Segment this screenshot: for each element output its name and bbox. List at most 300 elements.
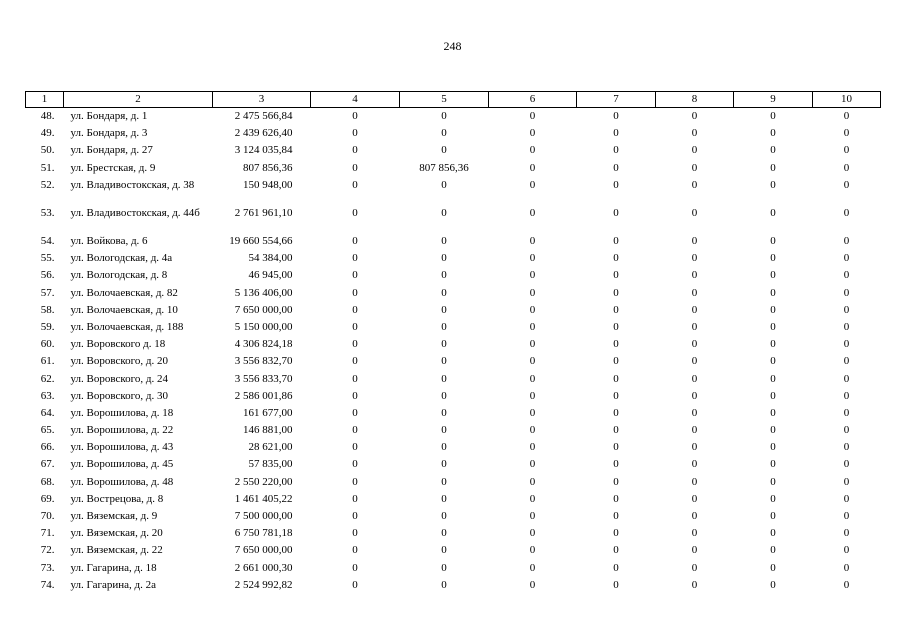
table-row	[26, 160, 881, 177]
value-cell-8: 0	[691, 269, 698, 282]
column-header: 9	[734, 92, 813, 108]
value-cell-6: 0	[529, 127, 536, 140]
value-cell-4: 0	[352, 355, 358, 368]
value-cell-9: 0	[770, 527, 776, 540]
value-cell-6: 0	[529, 424, 536, 437]
value-cell-4: 0	[352, 561, 358, 574]
value-cell-5: 0	[441, 286, 447, 299]
table-row	[26, 250, 881, 267]
value-cell-8: 0	[691, 544, 698, 557]
header-row	[26, 92, 881, 108]
row-number: 66.	[40, 441, 55, 454]
value-cell-4: 0	[352, 578, 358, 591]
value-cell-6: 0	[529, 492, 536, 505]
value-cell-6: 0	[529, 561, 536, 574]
address-cell: ул. Волочаевская, д. 188	[70, 320, 184, 333]
table-row	[26, 233, 881, 250]
value-cell-9: 0	[770, 406, 776, 419]
value-cell-5: 0	[441, 127, 447, 140]
value-cell-6: 0	[529, 161, 536, 174]
value-cell-10: 0	[843, 235, 850, 248]
value-cell-4: 0	[352, 161, 358, 174]
value-cell-7: 0	[613, 458, 619, 471]
value-cell-7: 0	[613, 389, 619, 402]
table-row	[26, 560, 881, 577]
value-cell-10: 0	[843, 161, 850, 174]
value-cell-7: 0	[613, 561, 619, 574]
value-cell-10: 0	[843, 424, 850, 437]
value-cell-9: 0	[770, 458, 776, 471]
value-cell-10: 0	[843, 544, 850, 557]
value-cell-6: 0	[529, 441, 536, 454]
amount-cell: 7 500 000,00	[234, 510, 293, 523]
value-cell-8: 0	[691, 406, 698, 419]
address-cell: ул. Вологодская, д. 4а	[70, 252, 173, 265]
value-cell-7: 0	[613, 475, 619, 488]
value-cell-5: 0	[441, 355, 447, 368]
column-header: 5	[400, 92, 489, 108]
value-cell-8: 0	[691, 206, 698, 219]
value-cell-4: 0	[352, 389, 358, 402]
value-cell-10: 0	[843, 110, 850, 123]
row-number: 69.	[40, 492, 55, 505]
amount-cell: 5 150 000,00	[234, 320, 293, 333]
value-cell-7: 0	[613, 544, 619, 557]
value-cell-10: 0	[843, 527, 850, 540]
row-number: 48.	[40, 110, 55, 123]
value-cell-8: 0	[691, 441, 698, 454]
value-cell-6: 0	[529, 144, 536, 157]
value-cell-5: 0	[441, 492, 447, 505]
amount-cell: 54 384,00	[248, 252, 293, 265]
row-number: 58.	[40, 303, 55, 316]
row-number: 50.	[40, 144, 55, 157]
value-cell-6: 0	[529, 578, 536, 591]
table-row	[26, 439, 881, 456]
page-number: 248	[443, 39, 462, 53]
value-cell-6: 0	[529, 406, 536, 419]
value-cell-5: 0	[441, 372, 447, 385]
value-cell-10: 0	[843, 372, 850, 385]
row-number: 59.	[40, 320, 55, 333]
table-row	[26, 388, 881, 405]
address-cell: ул. Владивостокская, д. 38	[70, 178, 195, 191]
table-row	[26, 336, 881, 353]
amount-cell: 57 835,00	[248, 458, 293, 471]
value-cell-6: 0	[529, 320, 536, 333]
value-cell-5: 0	[441, 458, 447, 471]
value-cell-4: 0	[352, 372, 358, 385]
value-cell-6: 0	[529, 544, 536, 557]
table-row	[26, 370, 881, 387]
value-cell-9: 0	[770, 338, 776, 351]
value-cell-6: 0	[529, 510, 536, 523]
amount-cell: 46 945,00	[248, 269, 293, 282]
address-cell: ул. Ворошилова, д. 43	[70, 441, 174, 454]
value-cell-5: 0	[441, 441, 447, 454]
row-number: 65.	[40, 424, 55, 437]
value-cell-9: 0	[770, 510, 776, 523]
value-cell-7: 0	[613, 144, 619, 157]
value-cell-5: 0	[441, 338, 447, 351]
value-cell-6: 0	[529, 178, 536, 191]
value-cell-7: 0	[613, 355, 619, 368]
value-cell-5: 0	[441, 544, 447, 557]
value-cell-9: 0	[770, 372, 776, 385]
value-cell-9: 0	[770, 424, 776, 437]
value-cell-8: 0	[691, 372, 698, 385]
value-cell-10: 0	[843, 406, 850, 419]
table-row	[26, 125, 881, 142]
amount-cell: 3 556 833,70	[234, 372, 293, 385]
row-number: 67.	[40, 458, 55, 471]
address-cell: ул. Воровского д. 18	[70, 338, 166, 351]
value-cell-5: 0	[441, 235, 447, 248]
amount-cell: 7 650 000,00	[234, 544, 293, 557]
value-cell-4: 0	[352, 110, 358, 123]
amount-cell: 807 856,36	[243, 161, 293, 174]
value-cell-4: 0	[352, 406, 358, 419]
value-cell-7: 0	[613, 424, 619, 437]
value-cell-8: 0	[691, 578, 698, 591]
amount-cell: 161 677,00	[243, 406, 293, 419]
value-cell-6: 0	[529, 389, 536, 402]
value-cell-5: 0	[441, 178, 447, 191]
value-cell-10: 0	[843, 458, 850, 471]
address-cell: ул. Ворошилова, д. 22	[70, 424, 174, 437]
value-cell-7: 0	[613, 372, 619, 385]
amount-cell: 7 650 000,00	[234, 303, 293, 316]
value-cell-8: 0	[691, 235, 698, 248]
table-row	[26, 194, 881, 233]
value-cell-7: 0	[613, 338, 619, 351]
value-cell-6: 0	[529, 458, 536, 471]
amount-cell: 1 461 405,22	[234, 492, 293, 505]
value-cell-7: 0	[613, 235, 619, 248]
value-cell-9: 0	[770, 303, 776, 316]
value-cell-8: 0	[691, 338, 698, 351]
value-cell-8: 0	[691, 286, 698, 299]
value-cell-4: 0	[352, 441, 358, 454]
value-cell-4: 0	[352, 492, 358, 505]
column-header: 10	[813, 92, 881, 108]
value-cell-7: 0	[613, 286, 619, 299]
value-cell-10: 0	[843, 578, 850, 591]
table-row	[26, 405, 881, 422]
value-cell-8: 0	[691, 178, 698, 191]
address-cell: ул. Воровского, д. 24	[70, 372, 168, 385]
table-row	[26, 542, 881, 559]
value-cell-4: 0	[352, 424, 358, 437]
amount-cell: 6 750 781,18	[234, 527, 293, 540]
amount-cell: 150 948,00	[243, 178, 293, 191]
value-cell-7: 0	[613, 252, 619, 265]
value-cell-8: 0	[691, 110, 698, 123]
table-row	[26, 142, 881, 159]
row-number: 73.	[40, 561, 55, 574]
value-cell-9: 0	[770, 144, 776, 157]
value-cell-5: 0	[441, 144, 447, 157]
value-cell-10: 0	[843, 320, 850, 333]
value-cell-5: 0	[441, 320, 447, 333]
value-cell-4: 0	[352, 475, 358, 488]
table-row	[26, 302, 881, 319]
value-cell-10: 0	[843, 475, 850, 488]
amount-cell: 3 124 035,84	[234, 144, 293, 157]
value-cell-8: 0	[691, 127, 698, 140]
value-cell-5: 0	[441, 206, 447, 219]
address-cell: ул. Воровского, д. 30	[70, 389, 168, 402]
value-cell-8: 0	[691, 561, 698, 574]
value-cell-8: 0	[691, 510, 698, 523]
amount-cell: 2 524 992,82	[234, 578, 293, 591]
address-cell: ул. Гагарина, д. 2а	[70, 578, 157, 591]
value-cell-4: 0	[352, 206, 358, 219]
value-cell-10: 0	[843, 303, 850, 316]
table-row	[26, 577, 881, 594]
column-header: 1	[26, 92, 64, 108]
value-cell-7: 0	[613, 110, 619, 123]
value-cell-10: 0	[843, 492, 850, 505]
row-number: 53.	[40, 206, 55, 219]
value-cell-7: 0	[613, 406, 619, 419]
value-cell-10: 0	[843, 127, 850, 140]
value-cell-10: 0	[843, 178, 850, 191]
value-cell-7: 0	[613, 303, 619, 316]
value-cell-10: 0	[843, 510, 850, 523]
value-cell-6: 0	[529, 252, 536, 265]
value-cell-6: 0	[529, 235, 536, 248]
value-cell-7: 0	[613, 578, 619, 591]
table-row	[26, 177, 881, 194]
value-cell-9: 0	[770, 110, 776, 123]
value-cell-9: 0	[770, 127, 776, 140]
address-cell: ул. Бондаря, д. 3	[70, 127, 148, 140]
data-table	[25, 91, 881, 594]
column-header: 2	[64, 92, 213, 108]
value-cell-8: 0	[691, 458, 698, 471]
amount-cell: 146 881,00	[243, 424, 293, 437]
row-number: 49.	[40, 127, 55, 140]
address-cell: ул. Вяземская, д. 20	[70, 527, 163, 540]
value-cell-9: 0	[770, 252, 776, 265]
table-row	[26, 267, 881, 284]
amount-cell: 5 136 406,00	[234, 286, 293, 299]
column-header: 3	[213, 92, 311, 108]
value-cell-5: 0	[441, 389, 447, 402]
value-cell-4: 0	[352, 303, 358, 316]
row-number: 74.	[40, 578, 55, 591]
address-cell: ул. Вологодская, д. 8	[70, 269, 168, 282]
row-number: 63.	[40, 389, 55, 402]
value-cell-7: 0	[613, 510, 619, 523]
value-cell-10: 0	[843, 144, 850, 157]
row-number: 56.	[40, 269, 55, 282]
row-number: 51.	[40, 161, 55, 174]
value-cell-7: 0	[613, 269, 619, 282]
table-row	[26, 319, 881, 336]
table-row	[26, 508, 881, 525]
address-cell: ул. Волочаевская, д. 82	[70, 286, 178, 299]
address-cell: ул. Бондаря, д. 27	[70, 144, 153, 157]
value-cell-9: 0	[770, 389, 776, 402]
value-cell-10: 0	[843, 441, 850, 454]
value-cell-9: 0	[770, 492, 776, 505]
value-cell-8: 0	[691, 389, 698, 402]
amount-cell: 2 439 626,40	[234, 127, 293, 140]
column-header: 4	[311, 92, 400, 108]
address-cell: ул. Брестская, д. 9	[70, 161, 156, 174]
value-cell-5: 0	[441, 510, 447, 523]
value-cell-8: 0	[691, 492, 698, 505]
address-cell: ул. Воровского, д. 20	[70, 355, 168, 368]
value-cell-7: 0	[613, 127, 619, 140]
value-cell-4: 0	[352, 144, 358, 157]
value-cell-4: 0	[352, 127, 358, 140]
row-number: 68.	[40, 475, 55, 488]
table-row	[26, 491, 881, 508]
value-cell-7: 0	[613, 206, 619, 219]
value-cell-7: 0	[613, 178, 619, 191]
value-cell-5: 0	[441, 578, 447, 591]
value-cell-6: 0	[529, 372, 536, 385]
address-cell: ул. Волочаевская, д. 10	[70, 303, 178, 316]
value-cell-6: 0	[529, 338, 536, 351]
amount-cell: 4 306 824,18	[234, 338, 293, 351]
value-cell-5: 0	[441, 475, 447, 488]
column-header: 6	[489, 92, 577, 108]
value-cell-5: 807 856,36	[419, 161, 469, 174]
value-cell-9: 0	[770, 178, 776, 191]
row-number: 60.	[40, 338, 55, 351]
value-cell-9: 0	[770, 269, 776, 282]
value-cell-9: 0	[770, 235, 776, 248]
value-cell-4: 0	[352, 527, 358, 540]
value-cell-8: 0	[691, 303, 698, 316]
amount-cell: 19 660 554,66	[229, 235, 293, 248]
amount-cell: 2 761 961,10	[234, 206, 293, 219]
value-cell-7: 0	[613, 161, 619, 174]
row-number: 55.	[40, 252, 55, 265]
address-cell: ул. Ворошилова, д. 48	[70, 475, 174, 488]
value-cell-4: 0	[352, 286, 358, 299]
value-cell-9: 0	[770, 441, 776, 454]
value-cell-8: 0	[691, 252, 698, 265]
value-cell-8: 0	[691, 424, 698, 437]
table-row	[26, 474, 881, 491]
table-row	[26, 108, 881, 126]
value-cell-6: 0	[529, 286, 536, 299]
value-cell-6: 0	[529, 206, 536, 219]
address-cell: ул. Ворошилова, д. 18	[70, 406, 174, 419]
value-cell-5: 0	[441, 269, 447, 282]
table-row	[26, 285, 881, 302]
value-cell-6: 0	[529, 475, 536, 488]
row-number: 72.	[40, 544, 55, 557]
value-cell-8: 0	[691, 355, 698, 368]
address-cell: ул. Бондаря, д. 1	[70, 110, 148, 123]
value-cell-4: 0	[352, 544, 358, 557]
value-cell-4: 0	[352, 235, 358, 248]
address-cell: ул. Вяземская, д. 22	[70, 544, 163, 557]
value-cell-4: 0	[352, 252, 358, 265]
value-cell-4: 0	[352, 178, 358, 191]
value-cell-8: 0	[691, 527, 698, 540]
value-cell-9: 0	[770, 286, 776, 299]
value-cell-10: 0	[843, 338, 850, 351]
value-cell-5: 0	[441, 561, 447, 574]
value-cell-7: 0	[613, 492, 619, 505]
amount-cell: 3 556 832,70	[234, 355, 293, 368]
value-cell-4: 0	[352, 510, 358, 523]
column-header: 7	[577, 92, 656, 108]
value-cell-8: 0	[691, 161, 698, 174]
table-row	[26, 422, 881, 439]
address-cell: ул. Вяземская, д. 9	[70, 510, 158, 523]
value-cell-9: 0	[770, 161, 776, 174]
row-number: 64.	[40, 406, 55, 419]
row-number: 70.	[40, 510, 55, 523]
value-cell-9: 0	[770, 206, 776, 219]
value-cell-9: 0	[770, 544, 776, 557]
value-cell-5: 0	[441, 424, 447, 437]
address-cell: ул. Гагарина, д. 18	[70, 561, 157, 574]
value-cell-10: 0	[843, 286, 850, 299]
value-cell-10: 0	[843, 252, 850, 265]
value-cell-5: 0	[441, 252, 447, 265]
value-cell-4: 0	[352, 458, 358, 471]
value-cell-6: 0	[529, 110, 536, 123]
value-cell-4: 0	[352, 320, 358, 333]
address-cell: ул. Вострецова, д. 8	[70, 492, 164, 505]
address-cell: ул. Владивостокская, д. 44б	[70, 206, 200, 219]
row-number: 62.	[40, 372, 55, 385]
value-cell-10: 0	[843, 389, 850, 402]
value-cell-5: 0	[441, 303, 447, 316]
value-cell-9: 0	[770, 475, 776, 488]
address-cell: ул. Войкова, д. 6	[70, 235, 148, 248]
value-cell-6: 0	[529, 355, 536, 368]
amount-cell: 2 550 220,00	[234, 475, 293, 488]
value-cell-4: 0	[352, 338, 358, 351]
column-header: 8	[656, 92, 734, 108]
value-cell-9: 0	[770, 578, 776, 591]
value-cell-9: 0	[770, 561, 776, 574]
row-number: 52.	[40, 178, 55, 191]
value-cell-8: 0	[691, 320, 698, 333]
value-cell-10: 0	[843, 269, 850, 282]
value-cell-8: 0	[691, 475, 698, 488]
row-number: 71.	[40, 527, 55, 540]
value-cell-9: 0	[770, 320, 776, 333]
amount-cell: 2 475 566,84	[234, 110, 293, 123]
value-cell-5: 0	[441, 527, 447, 540]
row-number: 61.	[40, 355, 55, 368]
value-cell-8: 0	[691, 144, 698, 157]
value-cell-7: 0	[613, 441, 619, 454]
value-cell-10: 0	[843, 206, 850, 219]
address-cell: ул. Ворошилова, д. 45	[70, 458, 174, 471]
value-cell-6: 0	[529, 527, 536, 540]
value-cell-5: 0	[441, 110, 447, 123]
row-number: 57.	[40, 286, 55, 299]
value-cell-7: 0	[613, 527, 619, 540]
value-cell-5: 0	[441, 406, 447, 419]
value-cell-10: 0	[843, 561, 850, 574]
value-cell-6: 0	[529, 269, 536, 282]
table-row	[26, 456, 881, 473]
value-cell-9: 0	[770, 355, 776, 368]
